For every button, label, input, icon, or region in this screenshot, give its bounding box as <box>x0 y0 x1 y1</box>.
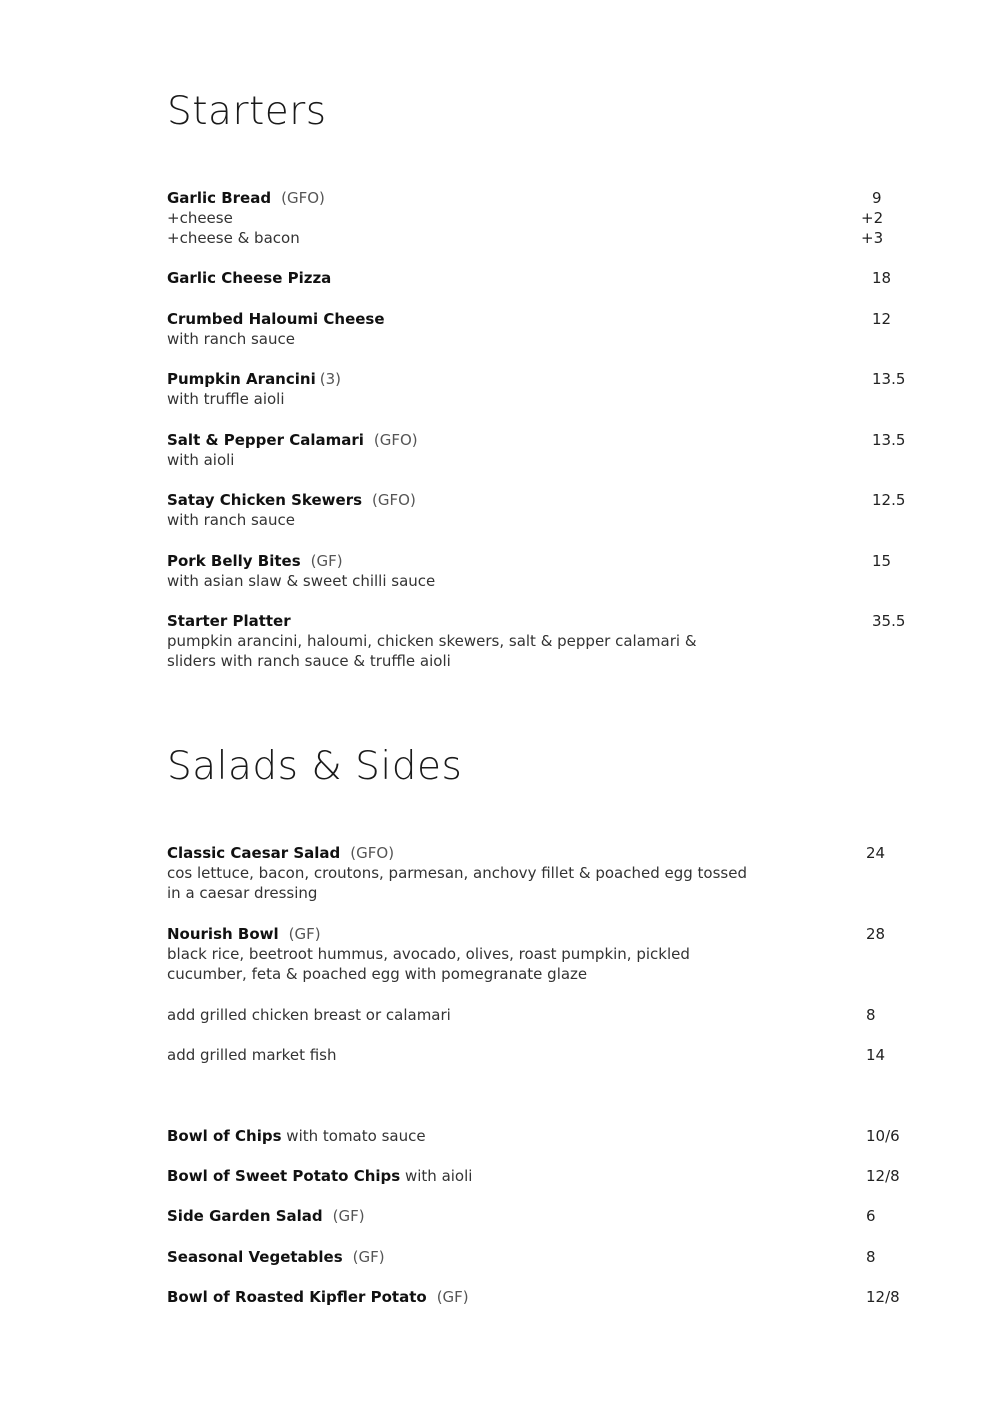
item-price: 12/8 <box>866 1167 900 1185</box>
menu-item-garden-salad <box>167 1206 907 1226</box>
item-name: Garlic Cheese Pizza <box>167 269 332 287</box>
item-description: with tomato sauce <box>286 1127 426 1145</box>
item-name: Bowl of Chips <box>167 1127 282 1145</box>
item-price: 9 <box>872 189 882 207</box>
item-description: with asian slaw & sweet chilli sauce <box>167 572 436 590</box>
dietary-tag: (GF) <box>352 1248 385 1266</box>
item-description: sliders with ranch sauce & truffle aioli <box>167 652 451 670</box>
item-name: Classic Caesar Salad <box>167 844 341 862</box>
item-price: 13.5 <box>872 431 906 449</box>
addon-label: +cheese & bacon <box>167 229 300 247</box>
item-description: pumpkin arancini, haloumi, chicken skewers, salt & pepper calamari & <box>167 632 697 650</box>
dietary-tag: (GF) <box>436 1288 469 1306</box>
salads-sides-heading: Salads & Sides <box>167 744 463 789</box>
quantity-tag: (3) <box>319 370 341 388</box>
item-price: 15 <box>872 552 892 570</box>
menu-item-caesar-salad <box>167 843 907 903</box>
item-price: 10/6 <box>866 1127 900 1145</box>
menu-addon-chicken-calamari <box>167 1005 907 1025</box>
dietary-tag: (GFO) <box>350 844 395 862</box>
item-description: in a caesar dressing <box>167 884 318 902</box>
starters-heading: Starters <box>167 89 327 134</box>
item-price: 28 <box>866 925 886 943</box>
item-price: 35.5 <box>872 612 906 630</box>
item-name: Bowl of Sweet Potato Chips <box>167 1167 401 1185</box>
menu-item-pork-belly <box>167 551 907 591</box>
item-name: Satay Chicken Skewers <box>167 491 363 509</box>
menu-item-garlic-pizza <box>167 268 907 288</box>
item-price: 12.5 <box>872 491 906 509</box>
addon-price: +2 <box>861 209 884 227</box>
item-price: 13.5 <box>872 370 906 388</box>
item-name: Crumbed Haloumi Cheese <box>167 310 385 328</box>
item-name: Garlic Bread <box>167 189 272 207</box>
menu-item-kipfler-potato <box>167 1287 907 1307</box>
item-price: 12/8 <box>866 1288 900 1306</box>
menu-item-seasonal-vegetables <box>167 1247 907 1267</box>
item-name: Salt & Pepper Calamari <box>167 431 364 449</box>
item-description: with aioli <box>167 451 235 469</box>
menu-item-arancini <box>167 369 907 409</box>
dietary-tag: (GFO) <box>372 491 416 509</box>
item-description: cos lettuce, bacon, croutons, parmesan, anchovy fillet & poached egg tossed <box>167 864 747 882</box>
dietary-tag: (GFO) <box>373 431 418 449</box>
item-description: black rice, beetroot hummus, avocado, olives, roast pumpkin, pickled <box>167 945 690 963</box>
menu-item-calamari <box>167 430 907 470</box>
menu-item-starter-platter <box>167 611 907 671</box>
item-name: Pumpkin Arancini <box>167 370 316 388</box>
item-description: with aioli <box>404 1167 473 1185</box>
item-name: Pork Belly Bites <box>167 552 301 570</box>
item-price: 24 <box>866 844 886 862</box>
item-name: Starter Platter <box>167 612 291 630</box>
menu-item-garlic-bread <box>167 188 907 248</box>
dietary-tag: (GF) <box>332 1207 365 1225</box>
addon-price: 8 <box>866 1006 876 1024</box>
item-description: cucumber, feta & poached egg with pomegranate glaze <box>167 965 588 983</box>
addon-label: add grilled market fish <box>167 1046 337 1064</box>
item-name: Seasonal Vegetables <box>167 1248 343 1266</box>
item-name: Nourish Bowl <box>167 925 279 943</box>
menu-item-sweet-potato-chips <box>167 1166 907 1186</box>
menu-item-satay <box>167 490 907 530</box>
item-price: 8 <box>866 1248 876 1266</box>
addon-price: +3 <box>861 229 884 247</box>
item-description: with ranch sauce <box>167 511 295 529</box>
item-price: 12 <box>872 310 892 328</box>
addon-label: +cheese <box>167 209 233 227</box>
addon-price: 14 <box>866 1046 886 1064</box>
dietary-tag: (GF) <box>310 552 343 570</box>
dietary-tag: (GFO) <box>281 189 325 207</box>
menu-item-nourish-bowl <box>167 924 907 984</box>
menu-item-haloumi <box>167 309 907 349</box>
item-price: 18 <box>872 269 892 287</box>
item-description: with ranch sauce <box>167 330 295 348</box>
addon-label: add grilled chicken breast or calamari <box>167 1006 451 1024</box>
menu-addon-market-fish <box>167 1045 907 1065</box>
item-price: 6 <box>866 1207 876 1225</box>
item-name: Side Garden Salad <box>167 1207 323 1225</box>
item-description: with truffle aioli <box>167 390 285 408</box>
item-name: Bowl of Roasted Kipfler Potato <box>167 1288 427 1306</box>
menu-item-chips <box>167 1126 907 1146</box>
dietary-tag: (GF) <box>288 925 321 943</box>
